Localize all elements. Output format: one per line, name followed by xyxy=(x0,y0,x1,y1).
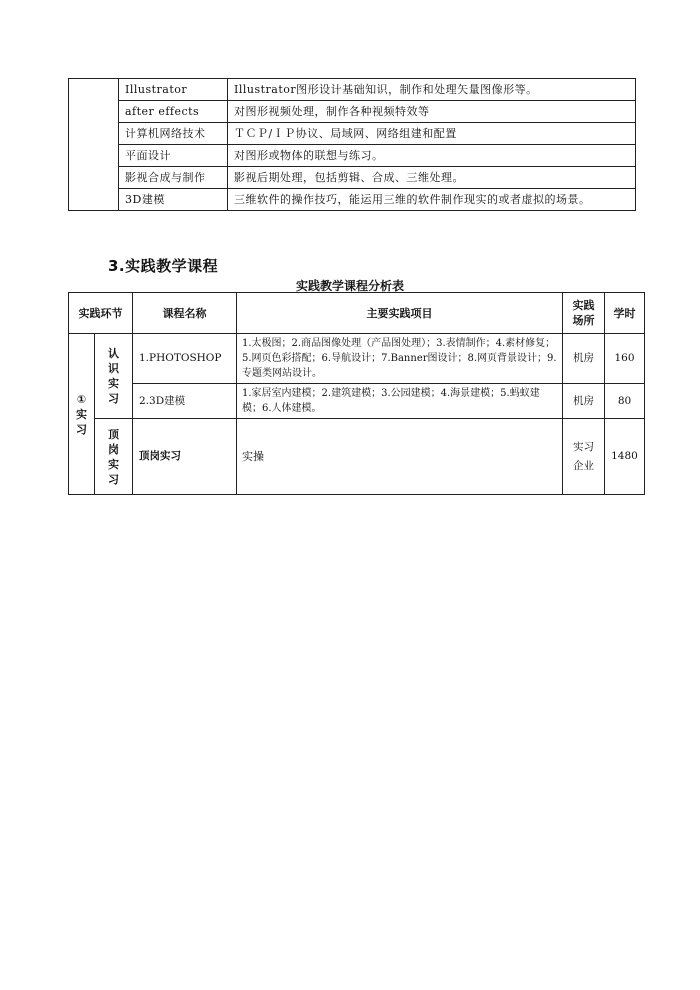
table-row xyxy=(69,419,645,495)
section-heading: 3.实践教学课程 xyxy=(108,257,219,275)
place-cell: 实习企业 xyxy=(563,419,605,495)
table-row xyxy=(69,384,645,419)
subgroup-label-cell: 顶岗实习 xyxy=(95,419,133,495)
hours-cell: 80 xyxy=(605,384,645,419)
subgroup-label-cell: 认识实习 xyxy=(95,334,133,419)
place-cell: 机房 xyxy=(563,334,605,384)
course-name-cell: Illustrator xyxy=(119,79,228,101)
header-hours: 学时 xyxy=(605,293,645,334)
course-name-cell: 顶岗实习 xyxy=(133,419,237,495)
course-name-cell: 1.PHOTOSHOP xyxy=(133,334,237,384)
course-desc-cell: 对图形或物体的联想与练习。 xyxy=(228,145,636,167)
table-row xyxy=(69,167,636,189)
software-course-table xyxy=(68,78,636,211)
course-name-cell: after effects xyxy=(119,101,228,123)
table-row xyxy=(69,334,645,384)
projects-cell: 1.太极图；2.商品图像处理（产品图处理）；3.表情制作；4.素材修复；5.网页色彩搭配；6.导航设计；7.Banner图设计；8.网页背景设计；9.专题类网站设计。 xyxy=(237,334,563,384)
merged-category-cell xyxy=(69,79,119,211)
header-place: 实践场所 xyxy=(563,293,605,334)
course-name-cell: 影视合成与制作 xyxy=(119,167,228,189)
course-desc-cell: Illustrator图形设计基础知识，制作和处理矢量图像形等。 xyxy=(228,79,636,101)
header-stage: 实践环节 xyxy=(69,293,133,334)
group-label-cell: ①实习 xyxy=(69,334,95,495)
table-row xyxy=(69,145,636,167)
table-caption: 实践教学课程分析表 xyxy=(295,279,404,293)
table-row xyxy=(69,123,636,145)
header-projects: 主要实践项目 xyxy=(237,293,563,334)
table-row xyxy=(69,79,636,101)
place-cell: 机房 xyxy=(563,384,605,419)
course-name-cell: 计算机网络技术 xyxy=(119,123,228,145)
hours-cell: 1480 xyxy=(605,419,645,495)
course-desc-cell: 影视后期处理，包括剪辑、合成、三维处理。 xyxy=(228,167,636,189)
course-desc-cell: 三维软件的操作技巧，能运用三维的软件制作现实的或者虚拟的场景。 xyxy=(228,189,636,211)
course-desc-cell: ＴＣＰ/ＩＰ协议、局域网、网络组建和配置 xyxy=(228,123,636,145)
course-name-cell: 2.3D建模 xyxy=(133,384,237,419)
table-row xyxy=(69,189,636,211)
course-name-cell: 平面设计 xyxy=(119,145,228,167)
hours-cell: 160 xyxy=(605,334,645,384)
header-course: 课程名称 xyxy=(133,293,237,334)
header-row xyxy=(69,293,645,334)
projects-cell: 实操 xyxy=(237,419,563,495)
course-desc-cell: 对图形视频处理，制作各种视频特效等 xyxy=(228,101,636,123)
table-row xyxy=(69,101,636,123)
course-name-cell: 3D建模 xyxy=(119,189,228,211)
practice-course-table xyxy=(68,292,645,495)
projects-cell: 1.家居室内建模；2.建筑建模；3.公园建模；4.海景建模；5.蚂蚁建模；6.人体建模。 xyxy=(237,384,563,419)
